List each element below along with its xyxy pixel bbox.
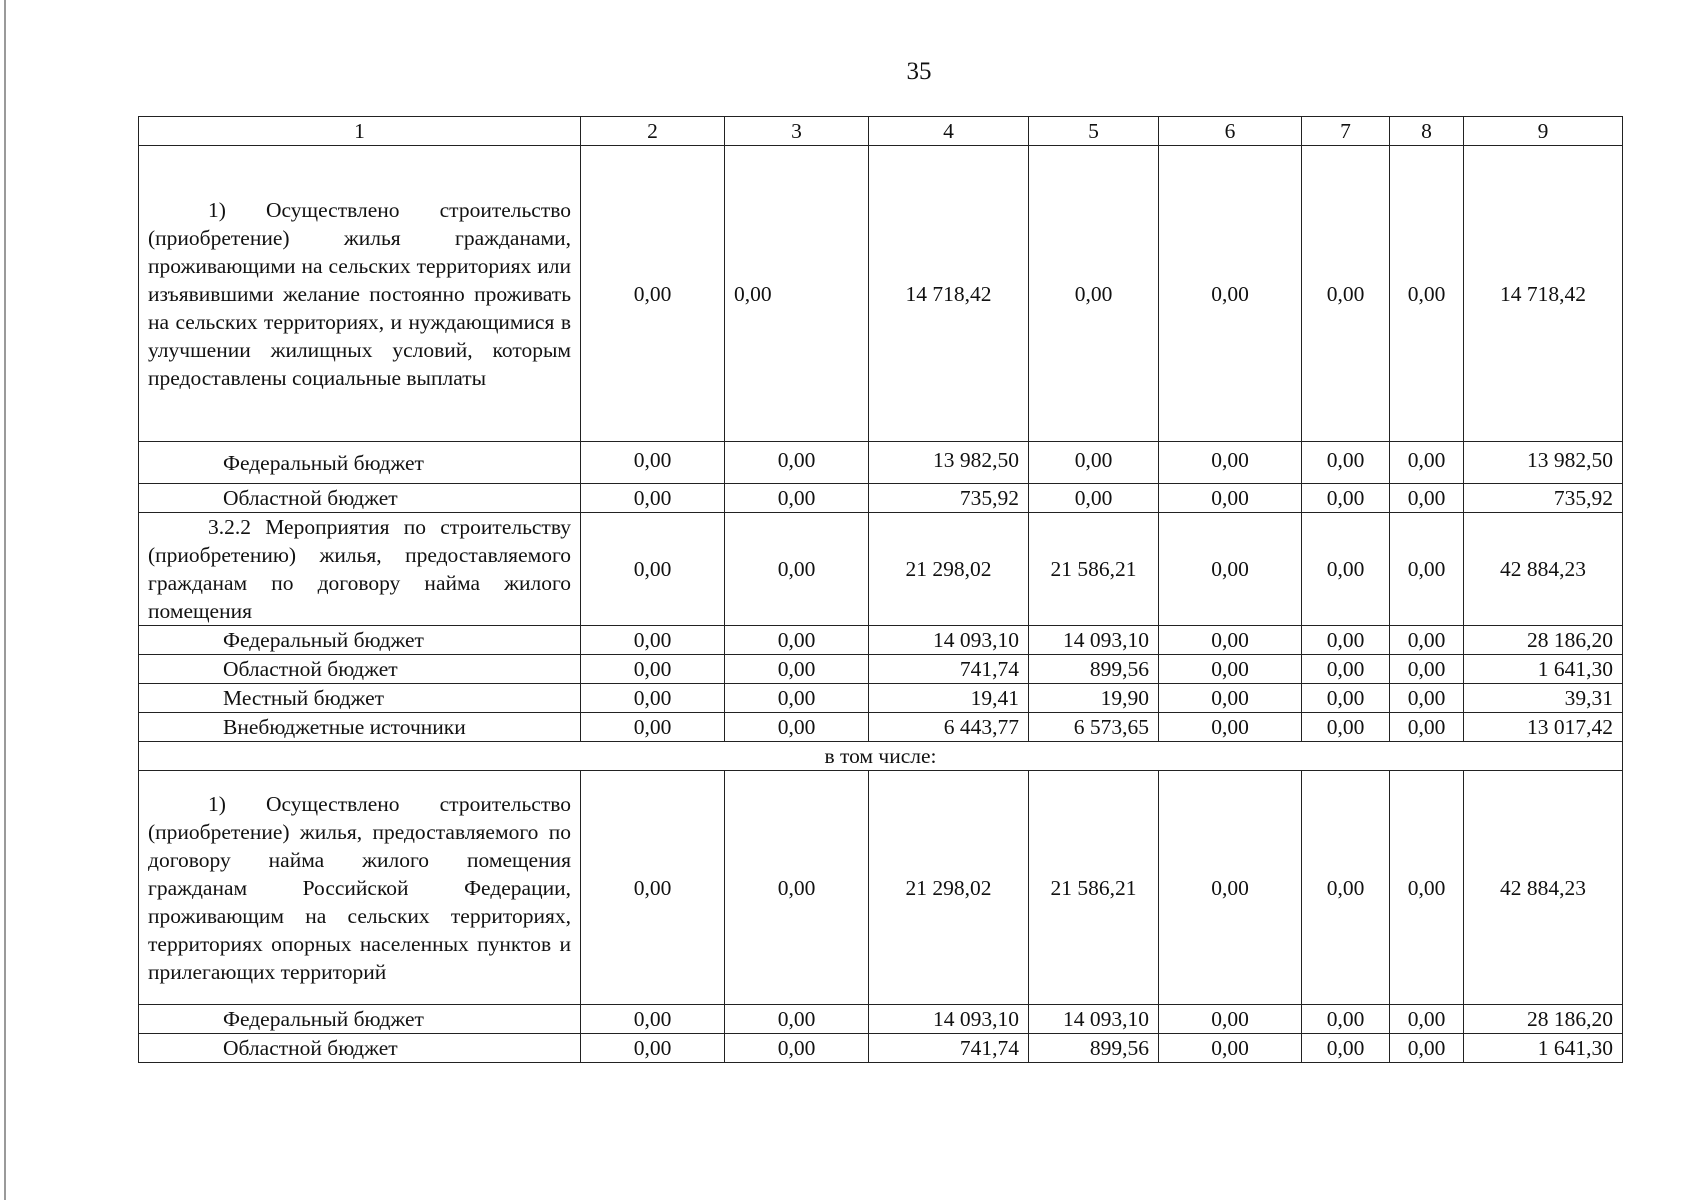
value-cell: 28 186,20 — [1464, 1005, 1623, 1034]
budget-source-cell: Местный бюджет — [139, 684, 581, 713]
value-cell: 0,00 — [1159, 484, 1302, 513]
budget-source-cell: Внебюджетные источники — [139, 713, 581, 742]
value-cell: 0,00 — [1029, 442, 1159, 484]
value-cell: 0,00 — [1390, 484, 1464, 513]
value-cell: 0,00 — [1302, 771, 1390, 1005]
table-row — [139, 1005, 1623, 1034]
table-row — [139, 684, 1623, 713]
value-cell: 0,00 — [725, 1034, 869, 1063]
value-cell: 0,00 — [1302, 513, 1390, 626]
table-row — [139, 771, 1623, 1005]
value-cell: 0,00 — [1390, 684, 1464, 713]
value-cell: 42 884,23 — [1464, 771, 1623, 1005]
header-cell: 3 — [725, 117, 869, 146]
value-cell: 0,00 — [1159, 146, 1302, 442]
value-cell: 14 093,10 — [869, 626, 1029, 655]
value-cell: 0,00 — [725, 484, 869, 513]
value-cell: 0,00 — [581, 442, 725, 484]
value-cell: 735,92 — [869, 484, 1029, 513]
value-cell: 0,00 — [1159, 655, 1302, 684]
table-row — [139, 742, 1623, 771]
header-row — [139, 117, 1623, 146]
value-cell: 0,00 — [1302, 713, 1390, 742]
budget-source-cell: Областной бюджет — [139, 655, 581, 684]
value-cell: 0,00 — [581, 513, 725, 626]
budget-source-cell: Областной бюджет — [139, 484, 581, 513]
value-cell: 0,00 — [1302, 655, 1390, 684]
description-cell: 1) Осуществлено строительство (приобретение) жилья, предоставляемого по договору найма жилого помещения гражданам Российской Федерации, проживающим на сельских территориях, территориях опорных населенных пунктов и прилегающих территорий — [139, 771, 581, 1005]
value-cell: 28 186,20 — [1464, 626, 1623, 655]
value-cell: 14 093,10 — [1029, 626, 1159, 655]
value-cell: 741,74 — [869, 1034, 1029, 1063]
value-cell: 0,00 — [725, 684, 869, 713]
value-cell: 19,90 — [1029, 684, 1159, 713]
value-cell: 0,00 — [1390, 1034, 1464, 1063]
value-cell: 0,00 — [725, 771, 869, 1005]
budget-source-cell: Областной бюджет — [139, 1034, 581, 1063]
description-cell: 3.2.2 Мероприятия по строительству (приобретению) жилья, предоставляемого гражданам по договору найма жилого помещения — [139, 513, 581, 626]
table-row — [139, 1034, 1623, 1063]
value-cell: 21 586,21 — [1029, 771, 1159, 1005]
value-cell: 0,00 — [1302, 1005, 1390, 1034]
budget-table — [138, 116, 1623, 1063]
value-cell: 0,00 — [1159, 513, 1302, 626]
value-cell: 0,00 — [1159, 626, 1302, 655]
table-row — [139, 626, 1623, 655]
value-cell: 0,00 — [581, 713, 725, 742]
value-cell: 0,00 — [581, 655, 725, 684]
header-cell: 9 — [1464, 117, 1623, 146]
value-cell: 0,00 — [1159, 442, 1302, 484]
value-cell: 0,00 — [1029, 146, 1159, 442]
value-cell: 735,92 — [1464, 484, 1623, 513]
value-cell: 13 017,42 — [1464, 713, 1623, 742]
value-cell: 14 718,42 — [869, 146, 1029, 442]
value-cell: 39,31 — [1464, 684, 1623, 713]
header-cell: 2 — [581, 117, 725, 146]
span-label-cell: в том числе: — [139, 742, 1623, 771]
value-cell: 0,00 — [725, 146, 869, 442]
value-cell: 741,74 — [869, 655, 1029, 684]
value-cell: 0,00 — [1159, 684, 1302, 713]
table-row — [139, 713, 1623, 742]
header-cell: 6 — [1159, 117, 1302, 146]
value-cell: 1 641,30 — [1464, 655, 1623, 684]
header-cell: 4 — [869, 117, 1029, 146]
value-cell: 0,00 — [1029, 484, 1159, 513]
value-cell: 0,00 — [1159, 713, 1302, 742]
value-cell: 21 298,02 — [869, 513, 1029, 626]
scan-edge-line — [4, 0, 6, 1200]
value-cell: 0,00 — [581, 484, 725, 513]
description-cell: 1) Осуществлено строительство (приобретение) жилья гражданами, проживающими на сельских территориях или изъявившими желание постоянно проживать на сельских территориях, и нуждающимися в улучшении жилищных условий, которым предоставлены социальные выплаты — [139, 146, 581, 442]
value-cell: 0,00 — [1159, 771, 1302, 1005]
table-body — [139, 117, 1623, 1063]
value-cell: 0,00 — [1302, 684, 1390, 713]
value-cell: 0,00 — [581, 146, 725, 442]
page-number: 35 — [906, 58, 932, 85]
value-cell: 0,00 — [1390, 146, 1464, 442]
value-cell: 899,56 — [1029, 1034, 1159, 1063]
value-cell: 21 586,21 — [1029, 513, 1159, 626]
value-cell: 21 298,02 — [869, 771, 1029, 1005]
value-cell: 6 573,65 — [1029, 713, 1159, 742]
value-cell: 0,00 — [725, 655, 869, 684]
value-cell: 0,00 — [1390, 1005, 1464, 1034]
value-cell: 14 718,42 — [1464, 146, 1623, 442]
value-cell: 0,00 — [1302, 484, 1390, 513]
value-cell: 0,00 — [581, 684, 725, 713]
header-cell: 1 — [139, 117, 581, 146]
value-cell: 0,00 — [1302, 1034, 1390, 1063]
value-cell: 0,00 — [581, 1034, 725, 1063]
value-cell: 0,00 — [725, 1005, 869, 1034]
budget-source-cell: Федеральный бюджет — [139, 442, 581, 484]
value-cell: 14 093,10 — [869, 1005, 1029, 1034]
value-cell: 0,00 — [1390, 442, 1464, 484]
header-cell: 7 — [1302, 117, 1390, 146]
value-cell: 0,00 — [725, 513, 869, 626]
value-cell: 0,00 — [581, 1005, 725, 1034]
value-cell: 0,00 — [1302, 442, 1390, 484]
budget-source-cell: Федеральный бюджет — [139, 1005, 581, 1034]
value-cell: 0,00 — [1302, 146, 1390, 442]
table-row — [139, 484, 1623, 513]
value-cell: 1 641,30 — [1464, 1034, 1623, 1063]
value-cell: 0,00 — [1302, 626, 1390, 655]
table-row — [139, 655, 1623, 684]
value-cell: 0,00 — [1390, 513, 1464, 626]
value-cell: 0,00 — [1390, 626, 1464, 655]
value-cell: 0,00 — [581, 771, 725, 1005]
value-cell: 899,56 — [1029, 655, 1159, 684]
table-row — [139, 146, 1623, 442]
value-cell: 14 093,10 — [1029, 1005, 1159, 1034]
value-cell: 19,41 — [869, 684, 1029, 713]
table-row — [139, 442, 1623, 484]
table-row — [139, 513, 1623, 626]
value-cell: 0,00 — [1390, 771, 1464, 1005]
value-cell: 0,00 — [1159, 1034, 1302, 1063]
value-cell: 0,00 — [1390, 655, 1464, 684]
header-cell: 8 — [1390, 117, 1464, 146]
value-cell: 0,00 — [725, 626, 869, 655]
value-cell: 0,00 — [1159, 1005, 1302, 1034]
value-cell: 13 982,50 — [1464, 442, 1623, 484]
value-cell: 42 884,23 — [1464, 513, 1623, 626]
value-cell: 0,00 — [725, 442, 869, 484]
value-cell: 0,00 — [1390, 713, 1464, 742]
value-cell: 13 982,50 — [869, 442, 1029, 484]
value-cell: 6 443,77 — [869, 713, 1029, 742]
value-cell: 0,00 — [725, 713, 869, 742]
value-cell: 0,00 — [581, 626, 725, 655]
budget-source-cell: Федеральный бюджет — [139, 626, 581, 655]
header-cell: 5 — [1029, 117, 1159, 146]
